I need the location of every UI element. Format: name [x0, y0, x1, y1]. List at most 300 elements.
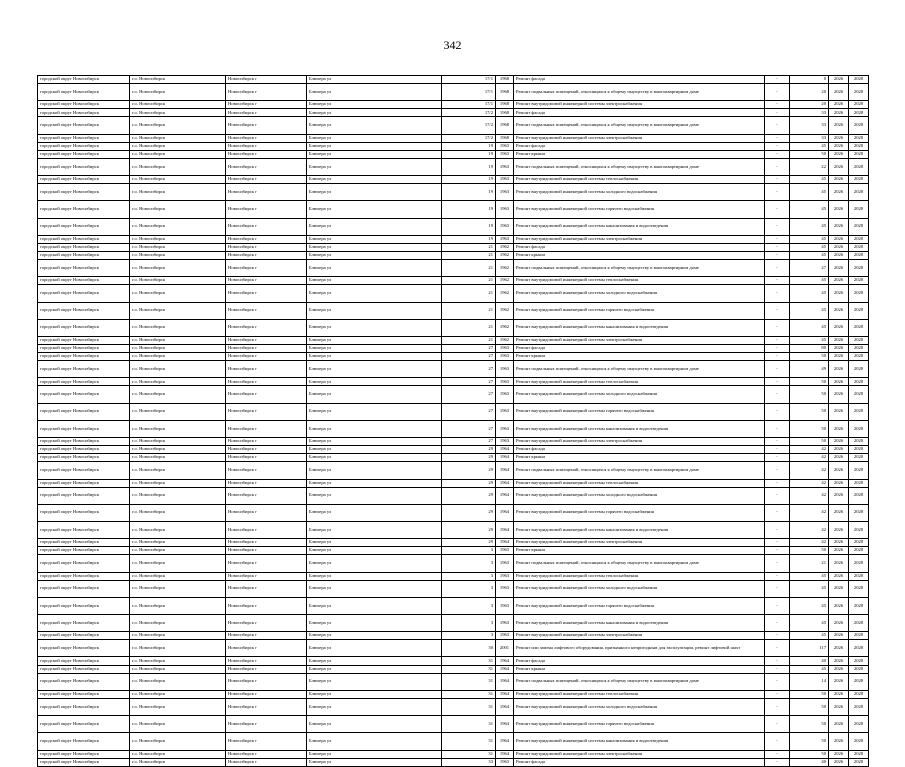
- cell-work-type: Ремонт фасада: [514, 76, 765, 84]
- cell-municipality: городской округ Новосибирск: [38, 285, 130, 302]
- cell-start-year: 2026: [829, 438, 849, 446]
- cell-street: Блюхера ул: [307, 420, 442, 437]
- cell-district: г.о. Новосибирск: [130, 184, 226, 201]
- cell-municipality: городской округ Новосибирск: [38, 353, 130, 361]
- cell-build-year: 1962: [496, 285, 514, 302]
- cell-street: Блюхера ул: [307, 386, 442, 403]
- cell-municipality: городской округ Новосибирск: [38, 615, 130, 632]
- cell-dash-mark: -: [765, 345, 790, 353]
- cell-start-year: 2026: [829, 150, 849, 158]
- cell-street: Блюхера ул: [307, 158, 442, 175]
- cell-dash-mark: -: [765, 438, 790, 446]
- cell-street: Блюхера ул: [307, 184, 442, 201]
- cell-end-year: 2028: [849, 260, 869, 277]
- cell-planned-value: 45: [790, 201, 829, 218]
- cell-start-year: 2026: [829, 260, 849, 277]
- cell-work-type: Ремонт внутридомовой инженерной системы холодного водоснабжения: [514, 698, 765, 715]
- cell-planned-value: 45: [790, 218, 829, 235]
- register-rows: [38, 76, 869, 767]
- cell-street: Блюхера ул: [307, 201, 442, 218]
- cell-build-year: 1964: [496, 539, 514, 547]
- table-row: [38, 101, 869, 109]
- cell-work-type: Ремонт внутридомовой инженерной системы холодного водоснабжения: [514, 386, 765, 403]
- cell-district: г.о. Новосибирск: [130, 361, 226, 378]
- cell-start-year: 2026: [829, 353, 849, 361]
- cell-municipality: городской округ Новосибирск: [38, 101, 130, 109]
- cell-start-year: 2026: [829, 479, 849, 487]
- cell-work-type: Ремонт подвальных помещений, относящихся к общему имуществу в многоквартирном доме: [514, 158, 765, 175]
- cell-house-number: 19: [442, 235, 496, 243]
- cell-dash-mark: -: [765, 615, 790, 632]
- cell-district: г.о. Новосибирск: [130, 539, 226, 547]
- cell-end-year: 2028: [849, 336, 869, 344]
- cell-work-type: Ремонт внутридомовой инженерной системы горячего водоснабжения: [514, 201, 765, 218]
- cell-house-number: 31: [442, 665, 496, 673]
- cell-settlement: Новосибирск г: [226, 353, 307, 361]
- cell-settlement: Новосибирск г: [226, 750, 307, 758]
- cell-settlement: Новосибирск г: [226, 758, 307, 766]
- cell-municipality: городской округ Новосибирск: [38, 438, 130, 446]
- cell-street: Блюхера ул: [307, 101, 442, 109]
- cell-dash-mark: -: [765, 504, 790, 521]
- cell-district: г.о. Новосибирск: [130, 597, 226, 614]
- cell-settlement: Новосибирск г: [226, 615, 307, 632]
- table-row: [38, 150, 869, 158]
- cell-municipality: городской округ Новосибирск: [38, 142, 130, 150]
- cell-build-year: 1964: [496, 665, 514, 673]
- cell-municipality: городской округ Новосибирск: [38, 716, 130, 733]
- cell-settlement: Новосибирск г: [226, 345, 307, 353]
- cell-start-year: 2026: [829, 555, 849, 572]
- cell-settlement: Новосибирск г: [226, 184, 307, 201]
- cell-build-year: 1963: [496, 547, 514, 555]
- cell-build-year: 1962: [496, 336, 514, 344]
- cell-build-year: 1964: [496, 446, 514, 454]
- cell-build-year: 1963: [496, 361, 514, 378]
- cell-municipality: городской округ Новосибирск: [38, 657, 130, 665]
- cell-planned-value: 50: [790, 420, 829, 437]
- cell-work-type: Ремонт внутридомовой инженерной системы горячего водоснабжения: [514, 302, 765, 319]
- cell-street: Блюхера ул: [307, 150, 442, 158]
- cell-house-number: 3: [442, 632, 496, 640]
- cell-end-year: 2028: [849, 84, 869, 101]
- cell-planned-value: 45: [790, 251, 829, 259]
- cell-work-type: Ремонт внутридомовой инженерной системы канализования и водоотведения: [514, 615, 765, 632]
- cell-municipality: городской округ Новосибирск: [38, 750, 130, 758]
- cell-dash-mark: -: [765, 277, 790, 285]
- cell-planned-value: 40: [790, 758, 829, 766]
- cell-municipality: городской округ Новосибирск: [38, 547, 130, 555]
- cell-work-type: Ремонт внутридомовой инженерной системы горячего водоснабжения: [514, 403, 765, 420]
- cell-dash-mark: -: [765, 285, 790, 302]
- cell-settlement: Новосибирск г: [226, 319, 307, 336]
- cell-street: Блюхера ул: [307, 235, 442, 243]
- cell-start-year: 2026: [829, 142, 849, 150]
- cell-end-year: 2028: [849, 438, 869, 446]
- cell-start-year: 2026: [829, 640, 849, 657]
- cell-dash-mark: -: [765, 235, 790, 243]
- cell-end-year: 2028: [849, 758, 869, 766]
- cell-work-type: Ремонт фасада: [514, 142, 765, 150]
- cell-district: г.о. Новосибирск: [130, 640, 226, 657]
- cell-start-year: 2026: [829, 750, 849, 758]
- cell-build-year: 1963: [496, 378, 514, 386]
- cell-municipality: городской округ Новосибирск: [38, 184, 130, 201]
- cell-district: г.о. Новосибирск: [130, 758, 226, 766]
- cell-planned-value: 22: [790, 158, 829, 175]
- cell-planned-value: 20: [790, 84, 829, 101]
- table-row: [38, 218, 869, 235]
- table-row: [38, 462, 869, 479]
- cell-dash-mark: -: [765, 640, 790, 657]
- cell-settlement: Новосибирск г: [226, 580, 307, 597]
- cell-dash-mark: -: [765, 698, 790, 715]
- cell-municipality: городской округ Новосибирск: [38, 733, 130, 750]
- cell-house-number: 17/1: [442, 76, 496, 84]
- cell-end-year: 2028: [849, 251, 869, 259]
- cell-work-type: Ремонт фасада: [514, 345, 765, 353]
- cell-settlement: Новосибирск г: [226, 235, 307, 243]
- cell-district: г.о. Новосибирск: [130, 403, 226, 420]
- cell-build-year: 1968: [496, 117, 514, 134]
- cell-start-year: 2026: [829, 673, 849, 690]
- cell-district: г.о. Новосибирск: [130, 698, 226, 715]
- cell-settlement: Новосибирск г: [226, 84, 307, 101]
- cell-settlement: Новосибирск г: [226, 277, 307, 285]
- cell-house-number: 31: [442, 716, 496, 733]
- cell-house-number: 31: [442, 698, 496, 715]
- table-row: [38, 251, 869, 259]
- cell-planned-value: 45: [790, 243, 829, 251]
- cell-street: Блюхера ул: [307, 698, 442, 715]
- cell-start-year: 2026: [829, 101, 849, 109]
- cell-build-year: 1962: [496, 260, 514, 277]
- cell-build-year: 1962: [496, 277, 514, 285]
- cell-build-year: 1962: [496, 319, 514, 336]
- cell-district: г.о. Новосибирск: [130, 345, 226, 353]
- cell-end-year: 2028: [849, 665, 869, 673]
- cell-district: г.о. Новосибирск: [130, 462, 226, 479]
- cell-end-year: 2028: [849, 117, 869, 134]
- repair-register-table: [37, 75, 869, 767]
- cell-district: г.о. Новосибирск: [130, 235, 226, 243]
- cell-work-type: Ремонт подвальных помещений, относящихся к общему имуществу в многоквартирном доме: [514, 84, 765, 101]
- cell-house-number: 21: [442, 251, 496, 259]
- cell-settlement: Новосибирск г: [226, 336, 307, 344]
- cell-house-number: 29: [442, 446, 496, 454]
- cell-municipality: городской округ Новосибирск: [38, 201, 130, 218]
- cell-settlement: Новосибирск г: [226, 243, 307, 251]
- cell-dash-mark: -: [765, 142, 790, 150]
- cell-build-year: 1963: [496, 142, 514, 150]
- cell-build-year: 1964: [496, 454, 514, 462]
- cell-house-number: 19: [442, 142, 496, 150]
- table-row: [38, 487, 869, 504]
- cell-dash-mark: -: [765, 117, 790, 134]
- cell-dash-mark: -: [765, 302, 790, 319]
- cell-dash-mark: -: [765, 420, 790, 437]
- cell-settlement: Новосибирск г: [226, 420, 307, 437]
- cell-planned-value: 42: [790, 539, 829, 547]
- cell-house-number: 31: [442, 657, 496, 665]
- cell-settlement: Новосибирск г: [226, 657, 307, 665]
- cell-house-number: 31: [442, 673, 496, 690]
- cell-district: г.о. Новосибирск: [130, 336, 226, 344]
- cell-house-number: 3: [442, 615, 496, 632]
- cell-start-year: 2026: [829, 345, 849, 353]
- cell-planned-value: 50: [790, 386, 829, 403]
- cell-district: г.о. Новосибирск: [130, 101, 226, 109]
- cell-planned-value: 45: [790, 319, 829, 336]
- cell-house-number: 27: [442, 438, 496, 446]
- cell-district: г.о. Новосибирск: [130, 176, 226, 184]
- cell-end-year: 2028: [849, 479, 869, 487]
- cell-planned-value: 50: [790, 403, 829, 420]
- cell-house-number: 21: [442, 243, 496, 251]
- cell-build-year: 1963: [496, 386, 514, 403]
- cell-work-type: Ремонт крыши: [514, 251, 765, 259]
- cell-house-number: 19: [442, 201, 496, 218]
- cell-house-number: 27: [442, 378, 496, 386]
- cell-house-number: 29: [442, 521, 496, 538]
- cell-municipality: городской округ Новосибирск: [38, 454, 130, 462]
- cell-work-type: Ремонт крыши: [514, 454, 765, 462]
- cell-district: г.о. Новосибирск: [130, 353, 226, 361]
- cell-planned-value: 27: [790, 260, 829, 277]
- table-row: [38, 277, 869, 285]
- table-row: [38, 438, 869, 446]
- cell-start-year: 2026: [829, 716, 849, 733]
- cell-start-year: 2026: [829, 218, 849, 235]
- cell-dash-mark: -: [765, 446, 790, 454]
- cell-dash-mark: -: [765, 319, 790, 336]
- cell-municipality: городской округ Новосибирск: [38, 479, 130, 487]
- cell-start-year: 2026: [829, 117, 849, 134]
- cell-settlement: Новосибирск г: [226, 260, 307, 277]
- cell-build-year: 1968: [496, 84, 514, 101]
- table-row: [38, 142, 869, 150]
- cell-municipality: городской округ Новосибирск: [38, 403, 130, 420]
- cell-build-year: 1964: [496, 733, 514, 750]
- cell-planned-value: 42: [790, 446, 829, 454]
- cell-planned-value: 50: [790, 353, 829, 361]
- cell-street: Блюхера ул: [307, 597, 442, 614]
- cell-house-number: 27: [442, 353, 496, 361]
- cell-work-type: Ремонт фасада: [514, 243, 765, 251]
- cell-planned-value: 45: [790, 235, 829, 243]
- cell-street: Блюхера ул: [307, 572, 442, 580]
- cell-work-type: Ремонт подвальных помещений, относящихся к общему имуществу в многоквартирном доме: [514, 117, 765, 134]
- cell-build-year: 1968: [496, 109, 514, 117]
- cell-street: Блюхера ул: [307, 243, 442, 251]
- cell-work-type: Ремонт фасада: [514, 657, 765, 665]
- cell-start-year: 2026: [829, 420, 849, 437]
- cell-district: г.о. Новосибирск: [130, 420, 226, 437]
- cell-district: г.о. Новосибирск: [130, 657, 226, 665]
- cell-district: г.о. Новосибирск: [130, 690, 226, 698]
- cell-dash-mark: -: [765, 716, 790, 733]
- table-row: [38, 632, 869, 640]
- cell-settlement: Новосибирск г: [226, 251, 307, 259]
- cell-dash-mark: -: [765, 555, 790, 572]
- cell-municipality: городской округ Новосибирск: [38, 555, 130, 572]
- cell-street: Блюхера ул: [307, 336, 442, 344]
- cell-build-year: 1964: [496, 657, 514, 665]
- cell-start-year: 2026: [829, 665, 849, 673]
- cell-build-year: 1963: [496, 235, 514, 243]
- cell-district: г.о. Новосибирск: [130, 733, 226, 750]
- cell-planned-value: 33: [790, 134, 829, 142]
- cell-municipality: городской округ Новосибирск: [38, 580, 130, 597]
- cell-end-year: 2028: [849, 403, 869, 420]
- cell-settlement: Новосибирск г: [226, 733, 307, 750]
- cell-municipality: городской округ Новосибирск: [38, 504, 130, 521]
- cell-end-year: 2028: [849, 235, 869, 243]
- cell-work-type: Ремонт внутридомовой инженерной системы электроснабжения: [514, 539, 765, 547]
- cell-district: г.о. Новосибирск: [130, 615, 226, 632]
- cell-start-year: 2026: [829, 386, 849, 403]
- cell-planned-value: 45: [790, 572, 829, 580]
- cell-work-type: Ремонт внутридомовой инженерной системы теплоснабжения: [514, 572, 765, 580]
- cell-build-year: 2001: [496, 640, 514, 657]
- cell-build-year: 1962: [496, 243, 514, 251]
- table-row: [38, 235, 869, 243]
- cell-municipality: городской округ Новосибирск: [38, 597, 130, 614]
- cell-house-number: 31: [442, 750, 496, 758]
- table-row: [38, 319, 869, 336]
- cell-start-year: 2026: [829, 302, 849, 319]
- cell-street: Блюхера ул: [307, 580, 442, 597]
- table-row: [38, 134, 869, 142]
- cell-dash-mark: -: [765, 657, 790, 665]
- cell-street: Блюхера ул: [307, 438, 442, 446]
- cell-start-year: 2026: [829, 521, 849, 538]
- cell-end-year: 2028: [849, 446, 869, 454]
- cell-street: Блюхера ул: [307, 479, 442, 487]
- cell-district: г.о. Новосибирск: [130, 142, 226, 150]
- cell-build-year: 1963: [496, 438, 514, 446]
- cell-start-year: 2026: [829, 235, 849, 243]
- cell-planned-value: 50: [790, 378, 829, 386]
- cell-dash-mark: -: [765, 580, 790, 597]
- cell-dash-mark: -: [765, 378, 790, 386]
- cell-settlement: Новосибирск г: [226, 597, 307, 614]
- cell-dash-mark: -: [765, 260, 790, 277]
- cell-start-year: 2026: [829, 319, 849, 336]
- cell-house-number: 29: [442, 539, 496, 547]
- cell-settlement: Новосибирск г: [226, 218, 307, 235]
- cell-house-number: 17/2: [442, 134, 496, 142]
- cell-settlement: Новосибирск г: [226, 201, 307, 218]
- cell-settlement: Новосибирск г: [226, 632, 307, 640]
- table-row: [38, 716, 869, 733]
- cell-start-year: 2026: [829, 134, 849, 142]
- cell-start-year: 2026: [829, 446, 849, 454]
- cell-work-type: Ремонт внутридомовой инженерной системы холодного водоснабжения: [514, 184, 765, 201]
- cell-street: Блюхера ул: [307, 285, 442, 302]
- cell-street: Блюхера ул: [307, 632, 442, 640]
- cell-district: г.о. Новосибирск: [130, 487, 226, 504]
- cell-municipality: городской округ Новосибирск: [38, 150, 130, 158]
- cell-start-year: 2026: [829, 733, 849, 750]
- table-row: [38, 184, 869, 201]
- cell-house-number: 17/2: [442, 109, 496, 117]
- cell-build-year: 1963: [496, 345, 514, 353]
- table-row: [38, 243, 869, 251]
- cell-planned-value: 42: [790, 504, 829, 521]
- cell-settlement: Новосибирск г: [226, 640, 307, 657]
- table-row: [38, 353, 869, 361]
- cell-settlement: Новосибирск г: [226, 117, 307, 134]
- cell-dash-mark: -: [765, 243, 790, 251]
- cell-end-year: 2028: [849, 319, 869, 336]
- cell-build-year: 1962: [496, 251, 514, 259]
- cell-house-number: 3: [442, 597, 496, 614]
- cell-dash-mark: -: [765, 758, 790, 766]
- cell-start-year: 2026: [829, 243, 849, 251]
- cell-work-type: Ремонт внутридомовой инженерной системы холодного водоснабжения: [514, 285, 765, 302]
- cell-end-year: 2028: [849, 386, 869, 403]
- cell-start-year: 2026: [829, 76, 849, 84]
- cell-street: Блюхера ул: [307, 521, 442, 538]
- table-row: [38, 201, 869, 218]
- cell-end-year: 2028: [849, 487, 869, 504]
- cell-district: г.о. Новосибирск: [130, 521, 226, 538]
- cell-dash-mark: -: [765, 353, 790, 361]
- cell-district: г.о. Новосибирск: [130, 134, 226, 142]
- cell-end-year: 2028: [849, 547, 869, 555]
- cell-end-year: 2028: [849, 462, 869, 479]
- cell-end-year: 2028: [849, 750, 869, 758]
- cell-work-type: Ремонт внутридомовой инженерной системы канализования и водоотведения: [514, 319, 765, 336]
- cell-municipality: городской округ Новосибирск: [38, 109, 130, 117]
- cell-district: г.о. Новосибирск: [130, 302, 226, 319]
- cell-district: г.о. Новосибирск: [130, 555, 226, 572]
- cell-settlement: Новосибирск г: [226, 690, 307, 698]
- cell-district: г.о. Новосибирск: [130, 84, 226, 101]
- cell-start-year: 2026: [829, 539, 849, 547]
- cell-work-type: Ремонт внутридомовой инженерной системы электроснабжения: [514, 336, 765, 344]
- cell-house-number: 31: [442, 690, 496, 698]
- cell-planned-value: 21: [790, 555, 829, 572]
- cell-street: Блюхера ул: [307, 454, 442, 462]
- cell-planned-value: 45: [790, 336, 829, 344]
- cell-build-year: 1962: [496, 302, 514, 319]
- table-row: [38, 597, 869, 614]
- table-row: [38, 336, 869, 344]
- cell-end-year: 2028: [849, 378, 869, 386]
- cell-work-type: Ремонт внутридомовой инженерной системы электроснабжения: [514, 101, 765, 109]
- cell-municipality: городской округ Новосибирск: [38, 84, 130, 101]
- cell-work-type: Ремонт подвальных помещений, относящихся к общему имуществу в многоквартирном доме: [514, 361, 765, 378]
- cell-start-year: 2026: [829, 615, 849, 632]
- cell-planned-value: 45: [790, 277, 829, 285]
- cell-dash-mark: -: [765, 539, 790, 547]
- cell-work-type: Ремонт подвальных помещений, относящихся к общему имуществу в многоквартирном доме: [514, 260, 765, 277]
- cell-build-year: 1963: [496, 632, 514, 640]
- table-row: [38, 378, 869, 386]
- cell-dash-mark: -: [765, 134, 790, 142]
- cell-planned-value: 50: [790, 750, 829, 758]
- cell-build-year: 1964: [496, 690, 514, 698]
- cell-house-number: 17/2: [442, 117, 496, 134]
- cell-district: г.о. Новосибирск: [130, 750, 226, 758]
- cell-municipality: городской округ Новосибирск: [38, 302, 130, 319]
- cell-work-type: Ремонт внутридомовой инженерной системы теплоснабжения: [514, 479, 765, 487]
- cell-municipality: городской округ Новосибирск: [38, 243, 130, 251]
- cell-end-year: 2028: [849, 176, 869, 184]
- cell-district: г.о. Новосибирск: [130, 201, 226, 218]
